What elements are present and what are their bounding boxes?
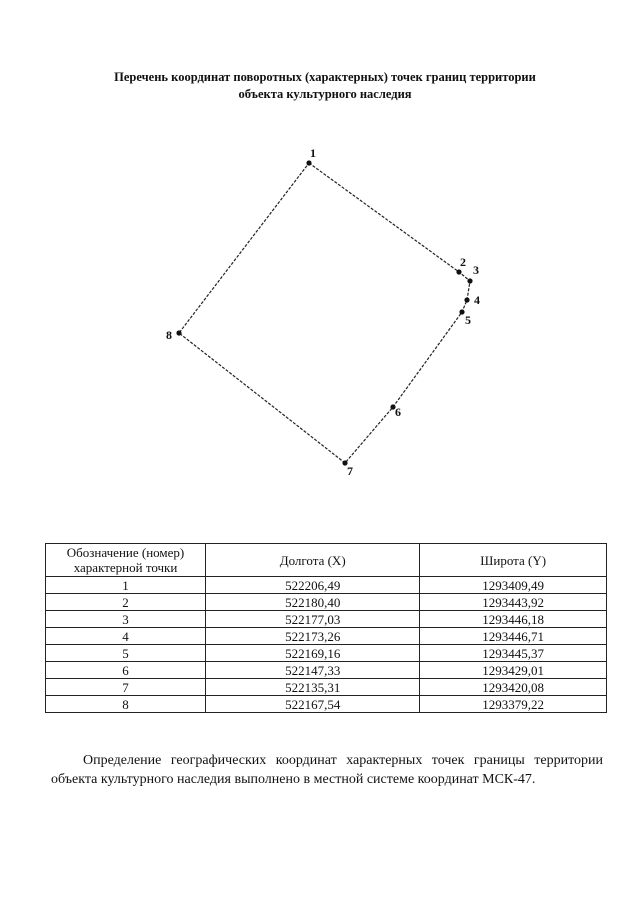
cell-x: 522206,49 [206, 577, 420, 594]
cell-y: 1293445,37 [420, 645, 607, 662]
coordinate-system-note: Определение географических координат характерных точек границы территории объекта культурного наследия выполнено в местной системе координат МСК-47. [51, 753, 603, 787]
cell-x: 522177,03 [206, 611, 420, 628]
boundary-point-8 [176, 330, 181, 335]
boundary-point-label-8: 8 [166, 328, 172, 342]
cell-x: 522180,40 [206, 594, 420, 611]
boundary-point-label-4: 4 [474, 293, 480, 307]
boundary-point-label-5: 5 [465, 313, 471, 327]
table-row [46, 645, 607, 662]
cell-point: 4 [46, 628, 206, 645]
boundary-point-2 [456, 269, 461, 274]
boundary-point-label-6: 6 [395, 405, 401, 419]
table-row [46, 577, 607, 594]
table-row [46, 628, 607, 645]
cell-y: 1293443,92 [420, 594, 607, 611]
table-header-row [46, 544, 607, 577]
cell-y: 1293446,18 [420, 611, 607, 628]
cell-x: 522169,16 [206, 645, 420, 662]
cell-x: 522135,31 [206, 679, 420, 696]
boundary-point-1 [306, 160, 311, 165]
cell-point: 6 [46, 662, 206, 679]
boundary-polygon [179, 163, 470, 463]
title-line-2: объекта культурного наследия [238, 87, 412, 101]
cell-point: 7 [46, 679, 206, 696]
boundary-point-4 [464, 297, 469, 302]
cell-point: 3 [46, 611, 206, 628]
boundary-point-5 [459, 309, 464, 314]
coordinates-table [45, 543, 607, 713]
boundary-point-label-1: 1 [310, 146, 316, 160]
cell-point: 1 [46, 577, 206, 594]
boundary-point-label-7: 7 [347, 464, 353, 478]
boundary-points [166, 146, 480, 478]
cell-x: 522147,33 [206, 662, 420, 679]
cell-y: 1293379,22 [420, 696, 607, 713]
table-row [46, 679, 607, 696]
header-point-id: Обозначение (номер) характерной точки [46, 544, 206, 577]
cell-y: 1293429,01 [420, 662, 607, 679]
header-longitude: Долгота (X) [206, 544, 420, 577]
header-latitude: Широта (Y) [420, 544, 607, 577]
boundary-point-label-2: 2 [460, 255, 466, 269]
cell-point: 5 [46, 645, 206, 662]
title-line-1: Перечень координат поворотных (характерных) точек границ территории [114, 70, 536, 84]
cell-point: 2 [46, 594, 206, 611]
cell-y: 1293409,49 [420, 577, 607, 594]
table-row [46, 594, 607, 611]
cell-y: 1293420,08 [420, 679, 607, 696]
table-row [46, 696, 607, 713]
boundary-point-3 [467, 278, 472, 283]
boundary-point-label-3: 3 [473, 263, 479, 277]
cell-point: 8 [46, 696, 206, 713]
cell-y: 1293446,71 [420, 628, 607, 645]
cell-x: 522173,26 [206, 628, 420, 645]
table-row [46, 662, 607, 679]
table-row [46, 611, 607, 628]
cell-x: 522167,54 [206, 696, 420, 713]
